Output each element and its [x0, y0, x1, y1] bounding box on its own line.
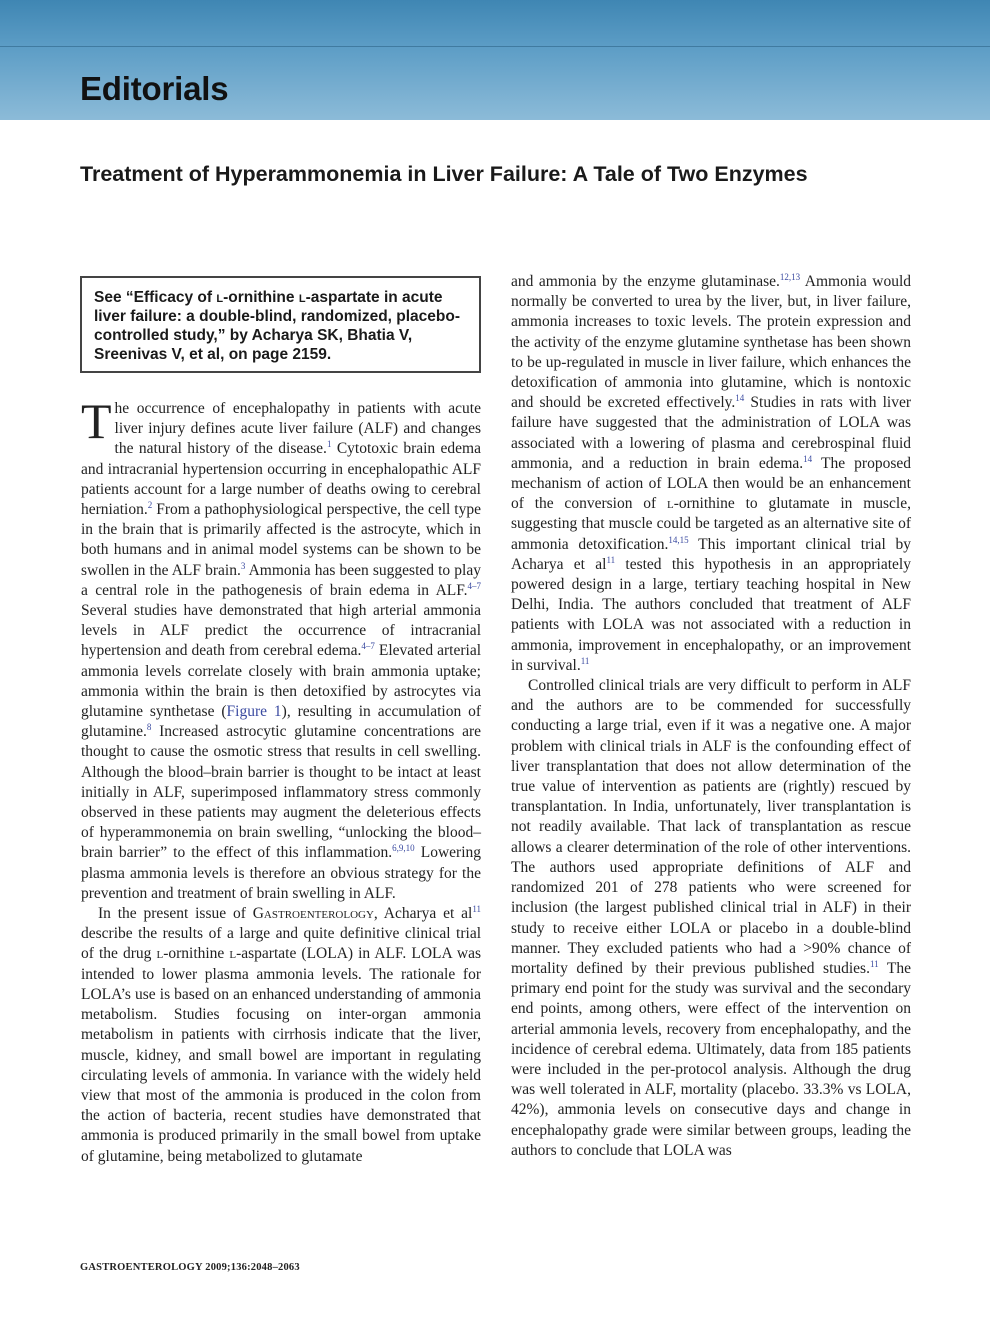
left-column	[81, 393, 482, 1167]
drop-cap: T	[81, 393, 112, 449]
see-box-l-prefix: l	[298, 289, 306, 306]
body-text: From a pathophysiological perspective, the cell type in the brain that is primarily affected is the astrocyte, which in both humans and in animal model systems can be shown to be swollen in the ALF brain.	[81, 501, 481, 579]
reference-link[interactable]: 11	[472, 904, 481, 915]
l-prefix: l	[666, 495, 674, 513]
body-text: , Acharya et al	[373, 905, 473, 923]
body-text: ), resulting in accumulation of glutamine.	[81, 703, 482, 741]
reference-link[interactable]: 14,15	[668, 534, 689, 545]
paragraph	[81, 904, 481, 1167]
body-text: Studies in rats with liver failure have suggested that the administration of LOLA was associated with a lowering of plasma and cerebrospinal fluid ammonia, and a reduction in brain edema.	[511, 394, 911, 472]
reference-link[interactable]: 11	[580, 655, 590, 666]
see-box-text: -ornithine	[223, 289, 299, 306]
reference-link[interactable]: 14	[735, 393, 745, 404]
body-text: Ammonia has been suggested to play a central role in the pathogenesis of brain edema in ALF.	[81, 561, 481, 599]
paragraph	[81, 393, 482, 904]
body-text: -aspartate (LOLA) in ALF. LOLA was intended to lower plasma ammonia levels. The rationale for LOLA’s use is based on an enhanced understanding of ammonia metabolism. Studies focusing on inter-organ ammonia metabolism in patients with cirrhosis indicate that the liver, muscle, kidney, and small bowel are important in regulating circulating levels of ammonia. In variance with the widely held view that most of the ammonia is produced in the colon from the action of bacteria, recent studies have demonstrated that ammonia is produced primarily in the small bowel from uptake of glutamine, being metabolized to glutamate	[81, 945, 481, 1165]
section-heading: Editorials	[80, 70, 229, 107]
article-title: Treatment of Hyperammonemia in Liver Failure: A Tale of Two Enzymes	[80, 162, 808, 186]
body-text: he occurrence of encephalopathy in patients with acute liver injury defines acute liver failure (ALF) and changes the natural history of the disease.	[114, 400, 481, 458]
see-box-text: See “Efficacy of	[94, 289, 217, 306]
journal-name: Gastroenterology	[252, 905, 374, 923]
body-text: The primary end point for the study was survival and the secondary end points, among others, were effect of the intervention on arterial ammonia levels, recovery from encephalopathy, and the incidence of cerebral edema. Ultimately, data from 185 patients were included in the per-protocol analysis. Although the drug was well tolerated in ALF, mortality (placebo. 33.3% vs LOLA, 42%), ammonia levels on consecutive days and change in encephalopathy grade were similar between groups, leading the authors to conclude that LOLA was	[511, 959, 911, 1159]
reference-link[interactable]: 1	[326, 439, 332, 450]
paragraph	[511, 676, 911, 1161]
reference-link[interactable]: 2	[147, 500, 153, 511]
l-prefix: l	[156, 945, 164, 963]
see-box-l-prefix: l	[216, 289, 224, 306]
figure-link[interactable]: Figure 1	[226, 703, 282, 721]
reference-link[interactable]: 11	[606, 554, 616, 565]
body-text: Elevated arterial ammonia levels correlate closely with brain ammonia uptake; ammonia within the brain is then detoxified by astrocytes via glutamine synthetase (	[81, 642, 482, 721]
see-related-article-box[interactable]	[80, 276, 481, 373]
body-text: -ornithine to glutamate in muscle, suggesting that muscle could be targeted as an alternative site of ammonia detoxification.	[511, 495, 911, 553]
reference-link[interactable]: 4–7	[361, 641, 375, 652]
banner-rule	[0, 46, 990, 47]
right-column	[511, 272, 911, 1161]
body-text: The proposed mechanism of action of LOLA then would be an enhancement of the conversion of	[511, 454, 911, 513]
body-text: -ornithine	[163, 945, 230, 963]
body-text: describe the results of a large and quite definitive clinical trial of the drug	[81, 925, 481, 963]
reference-link[interactable]: 6,9,10	[392, 843, 415, 854]
body-text: Lowering plasma ammonia levels is therefore an obvious strategy for the prevention and treatment of brain swelling in ALF.	[81, 844, 481, 902]
body-text: Cytotoxic brain edema and intracranial hypertension occurring in encephalopathic ALF patients account for a large number of deaths owing to cerebral herniation.	[81, 440, 481, 519]
paragraph	[511, 272, 911, 676]
reference-link[interactable]: 4–7	[467, 580, 481, 591]
body-text: Controlled clinical trials are very difficult to perform in ALF and the authors are to be commended for successfully conducting a large trial, even if it was a negative one. A major problem with clinical trials in ALF is the confounding effect of liver transplantation that does not allow determination of the true value of intervention as patients are (rightly) rescued by transplantation. In India, unfortunately, liver transplantation is not readily available. That lack of transplantation as rescue allows a clearer determination of the role of other interventions. The authors used appropriate definitions of ALF and randomized 201 of 278 patients who were screened for inclusion (the largest published clinical trial in ALF) in their study to receive either LOLA or placebo in a double-blind manner. They excluded patients who had a >90% chance of mortality defined by their previous published studies.	[511, 677, 911, 977]
body-text: This important clinical trial by Acharya et al	[511, 535, 911, 573]
reference-link[interactable]: 3	[240, 560, 246, 571]
journal-citation-footer: GASTROENTEROLOGY 2009;136:2048–2063	[80, 1262, 300, 1273]
body-text: tested this hypothesis in an appropriately powered design in a large, tertiary teaching hospital in New Delhi, India. The authors concluded that treatment of ALF patients with LOLA was not associated with a reduction in ammonia, improvement in encephalopathy, or an improvement in survival.	[511, 555, 911, 674]
body-text: Increased astrocytic glutamine concentrations are thought to cause the osmotic stress that results in cell swelling. Although the blood–brain barrier is thought to be intact at least initially in ALF, superimposed inflammatory stress commonly observed in these patients may augment the deleterious effects of hyperammonemia on brain swelling, “unlocking the blood–brain barrier” to the effect of this inflammation.	[81, 723, 481, 862]
body-text: In the present issue of	[98, 905, 253, 923]
body-text: Ammonia would normally be converted to urea by the liver, but, in liver failure, ammonia increases to toxic levels. The protein expression and the activity of the enzyme glutamine synthetase has been shown to be up-regulated in muscle in liver failure, which enhances the detoxification of ammonia into glutamine, which is nontoxic and should be excreted effectively.	[511, 273, 911, 412]
body-text: Several studies have demonstrated that high arterial ammonia levels in ALF predict the occurrence of intracranial hypertension and death from cerebral edema.	[81, 602, 481, 660]
reference-link[interactable]: 14	[803, 453, 813, 464]
reference-link[interactable]: 12,13	[779, 272, 801, 282]
reference-link[interactable]: 11	[869, 958, 879, 969]
see-box-text: -aspartate in acute liver failure: a double-blind, randomized, placebo-controlled study,” by Acharya SK, Bhatia V, Sreenivas V, et al, on page 2159.	[94, 289, 461, 363]
body-text: and ammonia by the enzyme glutaminase.	[511, 273, 780, 290]
reference-link[interactable]: 8	[146, 722, 152, 733]
l-prefix: l	[229, 945, 237, 963]
